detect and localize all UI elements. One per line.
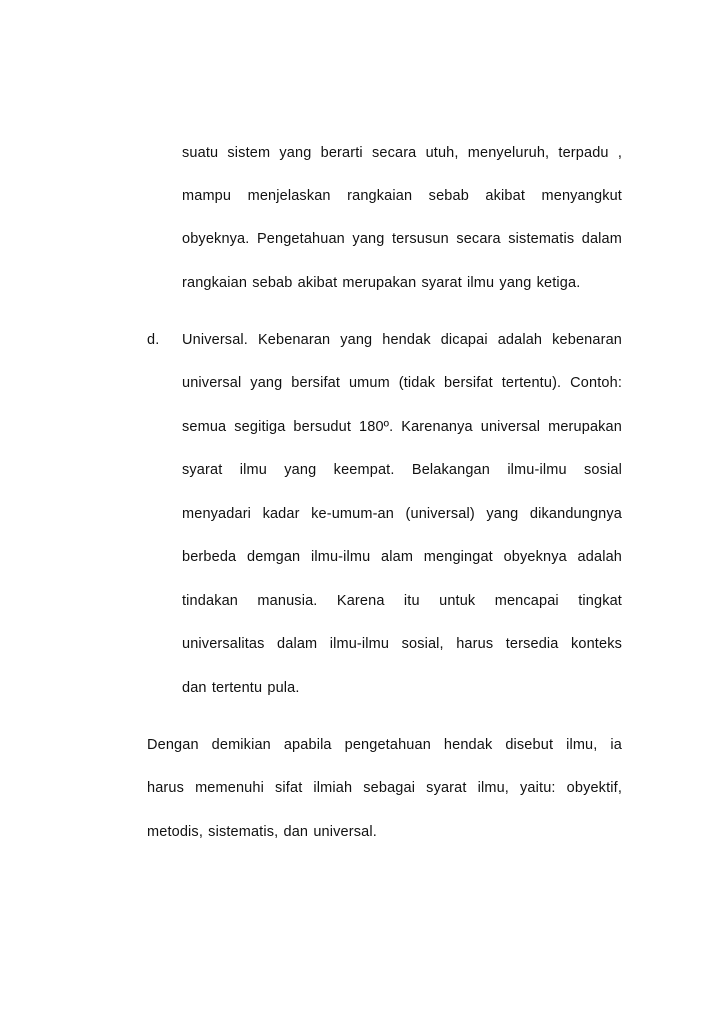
- text-line: tindakan manusia. Karena itu untuk mencapai tingkat: [182, 593, 622, 609]
- list-marker: d.: [147, 332, 160, 348]
- text-line: universal yang bersifat umum (tidak bersifat tertentu). Contoh:: [182, 375, 622, 391]
- text-line: dan tertentu pula.: [182, 680, 300, 696]
- text-line: semua segitiga bersudut 180º. Karenanya universal merupakan: [182, 419, 622, 435]
- text-line: Universal. Kebenaran yang hendak dicapai adalah kebenaran: [182, 332, 622, 348]
- text-line: syarat ilmu yang keempat. Belakangan ilmu-ilmu sosial: [182, 462, 622, 478]
- text-line: rangkaian sebab akibat merupakan syarat ilmu yang ketiga.: [182, 275, 581, 291]
- text-line: menyadari kadar ke-umum-an (universal) yang dikandungnya: [182, 506, 622, 522]
- text-line: Dengan demikian apabila pengetahuan hendak disebut ilmu, ia: [147, 737, 622, 753]
- text-line: mampu menjelaskan rangkaian sebab akibat menyangkut: [182, 188, 622, 204]
- text-line: metodis, sistematis, dan universal.: [147, 824, 377, 840]
- text-line: suatu sistem yang berarti secara utuh, menyeluruh, terpadu ,: [182, 145, 622, 161]
- text-line: harus memenuhi sifat ilmiah sebagai syarat ilmu, yaitu: obyektif,: [147, 780, 622, 796]
- text-line: universalitas dalam ilmu-ilmu sosial, harus tersedia konteks: [182, 636, 622, 652]
- text-line: berbeda demgan ilmu-ilmu alam mengingat obyeknya adalah: [182, 549, 622, 565]
- text-line: obyeknya. Pengetahuan yang tersusun secara sistematis dalam: [182, 231, 622, 247]
